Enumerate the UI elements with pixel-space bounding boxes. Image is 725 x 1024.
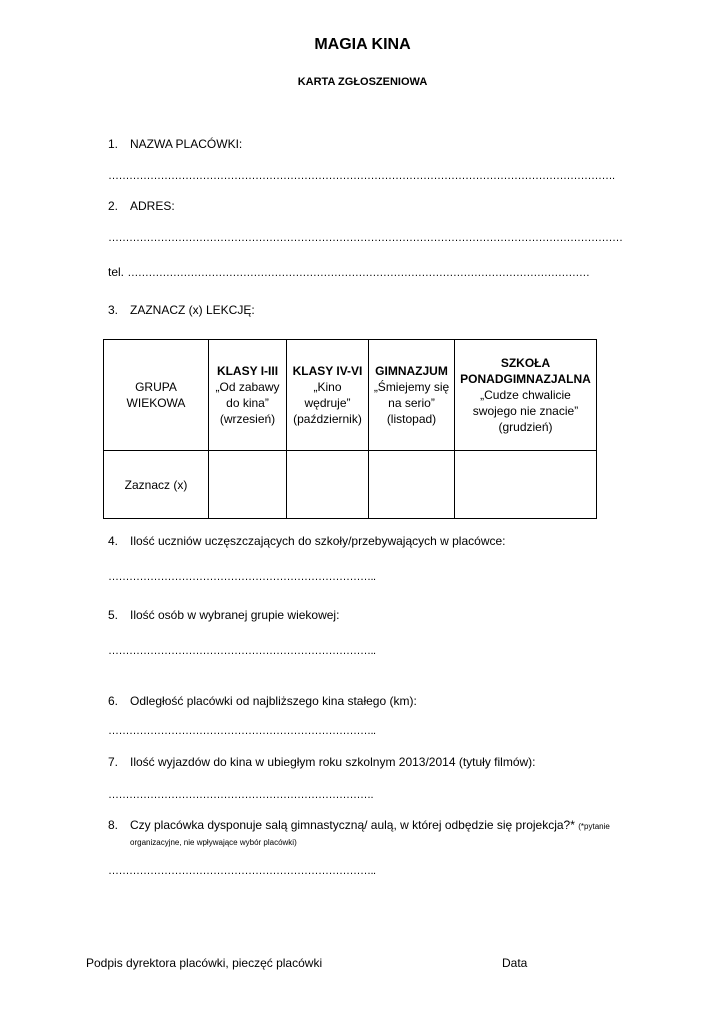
question-8-note-continued: organizacyjne, nie wpływające wybór placówki) <box>130 838 297 847</box>
fill-line-cinema-trips[interactable]: …………………………………………………………………. <box>108 789 374 801</box>
question-text: Czy placówka dysponuje salą gimnastyczną/ aulą, w której odbędzie się projekcja?* <box>130 818 575 832</box>
column-header-classes-4-6 <box>287 340 369 451</box>
question-text: NAZWA PLACÓWKI: <box>130 137 243 151</box>
question-3 <box>108 303 255 317</box>
signature-label: Podpis dyrektora placówki, pieczęć placówki <box>86 956 323 970</box>
question-8 <box>108 818 610 832</box>
column-month: (wrzesień) <box>219 412 276 426</box>
column-header-gimnazjum <box>369 340 455 451</box>
question-4 <box>108 534 506 548</box>
question-text: ZAZNACZ (x) LEKCJĘ: <box>130 303 255 317</box>
question-text: ADRES: <box>130 199 175 213</box>
question-2 <box>108 199 175 213</box>
tel-label: tel. <box>108 265 125 279</box>
column-lesson-title: „Kino wędruje” <box>304 380 351 410</box>
mark-cell-gimnazjum[interactable] <box>369 451 455 519</box>
fill-line-group-count[interactable]: ………………………………………………………………….. <box>108 645 376 657</box>
lesson-table <box>103 339 597 519</box>
question-number: 1. <box>108 137 119 151</box>
question-number: 2. <box>108 199 119 213</box>
table-mark-row <box>104 451 597 519</box>
fill-line-cinema-distance[interactable]: ………………………………………………………………….. <box>108 725 376 737</box>
question-text: Ilość osób w wybranej grupie wiekowej: <box>130 608 340 622</box>
question-1 <box>108 137 242 151</box>
mark-cell-classes-1-3[interactable] <box>209 451 287 519</box>
question-text: Ilość wyjazdów do kina w ubiegłym roku szkolnym 2013/2014 (tytuły filmów): <box>130 755 536 769</box>
row-header-age-group: GRUPA WIEKOWA <box>104 340 209 451</box>
column-header-ponadgimnazjalna <box>455 340 597 451</box>
question-number: 5. <box>108 608 119 622</box>
question-7 <box>108 755 536 769</box>
column-header-classes-1-3 <box>209 340 287 451</box>
document-title: MAGIA KINA <box>314 36 411 53</box>
mark-cell-classes-4-6[interactable] <box>287 451 369 519</box>
column-month: (grudzień) <box>498 420 553 434</box>
question-number: 6. <box>108 694 119 708</box>
column-lesson-title: „Od zabawy do kina” <box>215 380 280 410</box>
date-label: Data <box>502 956 528 970</box>
fill-line-students-count[interactable]: ………………………………………………………………….. <box>108 571 376 583</box>
row-header-mark: Zaznacz (x) <box>104 451 209 519</box>
fill-line-address[interactable]: ………………………………………………………………………………………………………………………………… <box>108 232 623 244</box>
document-subtitle: KARTA ZGŁOSZENIOWA <box>297 76 428 88</box>
question-6 <box>108 694 417 708</box>
question-number: 3. <box>108 303 119 317</box>
question-text: Ilość uczniów uczęszczających do szkoły/przebywających w placówce: <box>130 534 506 548</box>
table-header-row <box>104 340 597 451</box>
question-number: 8. <box>108 818 119 832</box>
column-lesson-title: „Cudze chwalicie swojego nie znacie” <box>472 388 579 418</box>
question-number: 4. <box>108 534 119 548</box>
mark-cell-ponadgimnazjalna[interactable] <box>455 451 597 519</box>
fill-line-tel[interactable]: …………………………………………………………………………………………………………………… <box>127 267 590 279</box>
column-lesson-title: „Śmiejemy się na serio” <box>373 380 450 410</box>
column-title: KLASY I-III <box>216 364 279 378</box>
fill-line-institution-name[interactable]: ………………………………………………………………………………………………………………………………. <box>108 170 615 182</box>
question-text: Odległość placówki od najbliższego kina stałego (km): <box>130 694 417 708</box>
tel-row <box>108 265 589 279</box>
question-number: 7. <box>108 755 119 769</box>
column-month: (listopad) <box>386 412 437 426</box>
column-title: GIMNAZJUM <box>375 364 448 378</box>
fill-line-gym-hall[interactable]: ………………………………………………………………….. <box>108 865 376 877</box>
question-5 <box>108 608 339 622</box>
column-month: (październik) <box>293 412 362 426</box>
question-8-note-start: (*pytanie <box>578 822 610 831</box>
column-title: KLASY IV-VI <box>292 364 363 378</box>
column-title: SZKOŁA PONADGIMNAZJALNA <box>460 356 591 386</box>
